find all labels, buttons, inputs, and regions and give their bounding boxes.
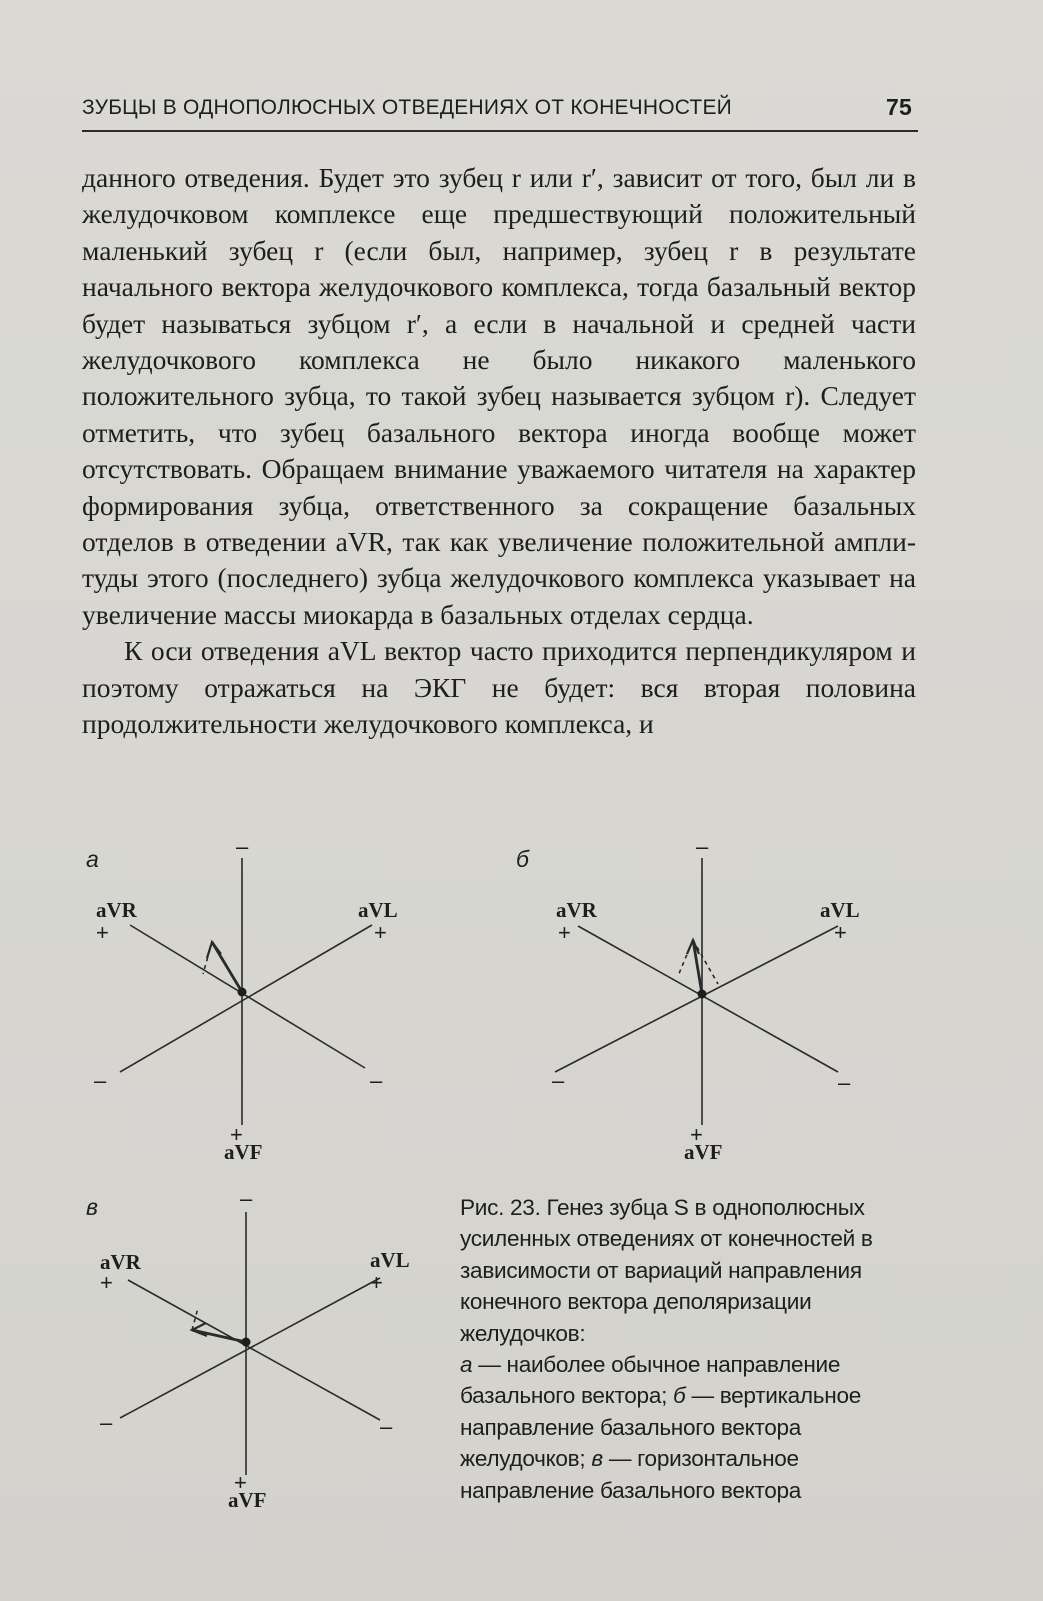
avl-label: aVL [358, 898, 398, 922]
axes-diagram [80, 1190, 440, 1520]
paragraph-1: данного отведения. Будет это зубец r или r′, зависит от того, был ли в желудочковом комплексе еще предшествующий положительный маленький зубец r (если был, например, зубец r в результате начального вектора желудочкового комплекса, тогда базальный вектор будет называться зубцом r′, а если в начальной и средней части желудочкового комплекса не было никакого маленького положительного зубца, то такой зубец называется зубцом r). Следует отметить, что зубец базального вектора иногда вообще может отсутствовать. Обращаем внимание уважаемого читателя на характер формирования зубца, ответственного за сокращение базальных отделов в отведении aVR, так как увеличение положительной амплитуды этого (последнего) зубца желудочкового комплекса указывает на увеличение массы миокарда в базальных отделах сердца. [82, 162, 916, 630]
avr-axis [128, 1280, 380, 1420]
avl-minus: – [552, 1068, 565, 1093]
avl-minus: – [94, 1068, 107, 1093]
caption-letter-a: а [460, 1352, 473, 1378]
running-head-title: ЗУБЦЫ В ОДНОПОЛЮСНЫХ ОТВЕДЕНИЯХ ОТ КОНЕЧНОСТЕЙ [82, 96, 732, 119]
avf-plus: + [690, 1122, 703, 1147]
page-number: 75 [886, 94, 912, 120]
figure-panel-c [80, 1186, 440, 1520]
avr-minus: – [380, 1414, 393, 1439]
caption-letter-b: б [673, 1383, 686, 1409]
caption-text-c: — горизонтальное направление базального вектора [460, 1446, 802, 1503]
avr-label: aVR [96, 898, 137, 922]
paragraph-2: К оси отведения aVL вектор часто приходится перпендикуляром и поэтому отражаться на ЭКГ не будет: вся вторая половина продолжительности желудочкового комплекса, и [82, 635, 916, 740]
panel-letter: а [86, 846, 99, 872]
avr-label: aVR [100, 1250, 141, 1274]
avf-minus: – [696, 834, 709, 859]
avl-label: aVL [370, 1248, 410, 1272]
origin-dot [242, 1338, 251, 1347]
avl-plus: + [834, 920, 847, 945]
avf-label: aVF [228, 1488, 267, 1512]
avf-minus: – [240, 1186, 253, 1211]
caption-text-a: — наиболее обычное направление базального вектора; [460, 1352, 841, 1409]
avr-label: aVR [556, 898, 597, 922]
avf-label: aVF [684, 1140, 723, 1164]
running-head [82, 92, 918, 132]
avr-plus: + [100, 1270, 113, 1295]
avl-minus: – [100, 1410, 113, 1435]
axes-diagram [500, 840, 880, 1170]
avr-minus: – [838, 1070, 851, 1095]
avr-axis [578, 926, 838, 1072]
avf-minus: – [236, 834, 249, 859]
avl-axis [120, 1278, 380, 1418]
avr-axis [130, 925, 365, 1068]
caption-title: Рис. 23. Генез зубца S в однополюсных усиленных отведениях от конечностей в зависимости от вариаций направления конечного вектора деполяризации желудочков: [460, 1195, 873, 1346]
avl-label: aVL [820, 898, 860, 922]
panel-letter: б [516, 846, 529, 872]
caption-legend [460, 1349, 916, 1506]
figure-caption [460, 1192, 916, 1506]
axes-diagram [80, 840, 420, 1170]
avf-plus: + [230, 1122, 243, 1147]
avr-minus: – [370, 1068, 383, 1093]
origin-dot [238, 988, 247, 997]
avr-plus: + [96, 920, 109, 945]
avl-plus: + [374, 920, 387, 945]
figure-panel-b [500, 834, 880, 1170]
vector-arrowhead [192, 1323, 207, 1336]
origin-dot [698, 990, 707, 999]
avr-plus: + [558, 920, 571, 945]
avl-plus: + [370, 1270, 383, 1295]
body-text [82, 160, 916, 743]
caption-text-b: — вертикальное направление базального вектора желудочков; [460, 1383, 861, 1472]
caption-letter-c: в [591, 1446, 603, 1472]
avf-plus: + [234, 1470, 247, 1495]
figure-panel-a [80, 834, 420, 1170]
basal-vector [192, 1330, 246, 1342]
avf-label: aVF [224, 1140, 263, 1164]
panel-letter: в [86, 1194, 99, 1220]
